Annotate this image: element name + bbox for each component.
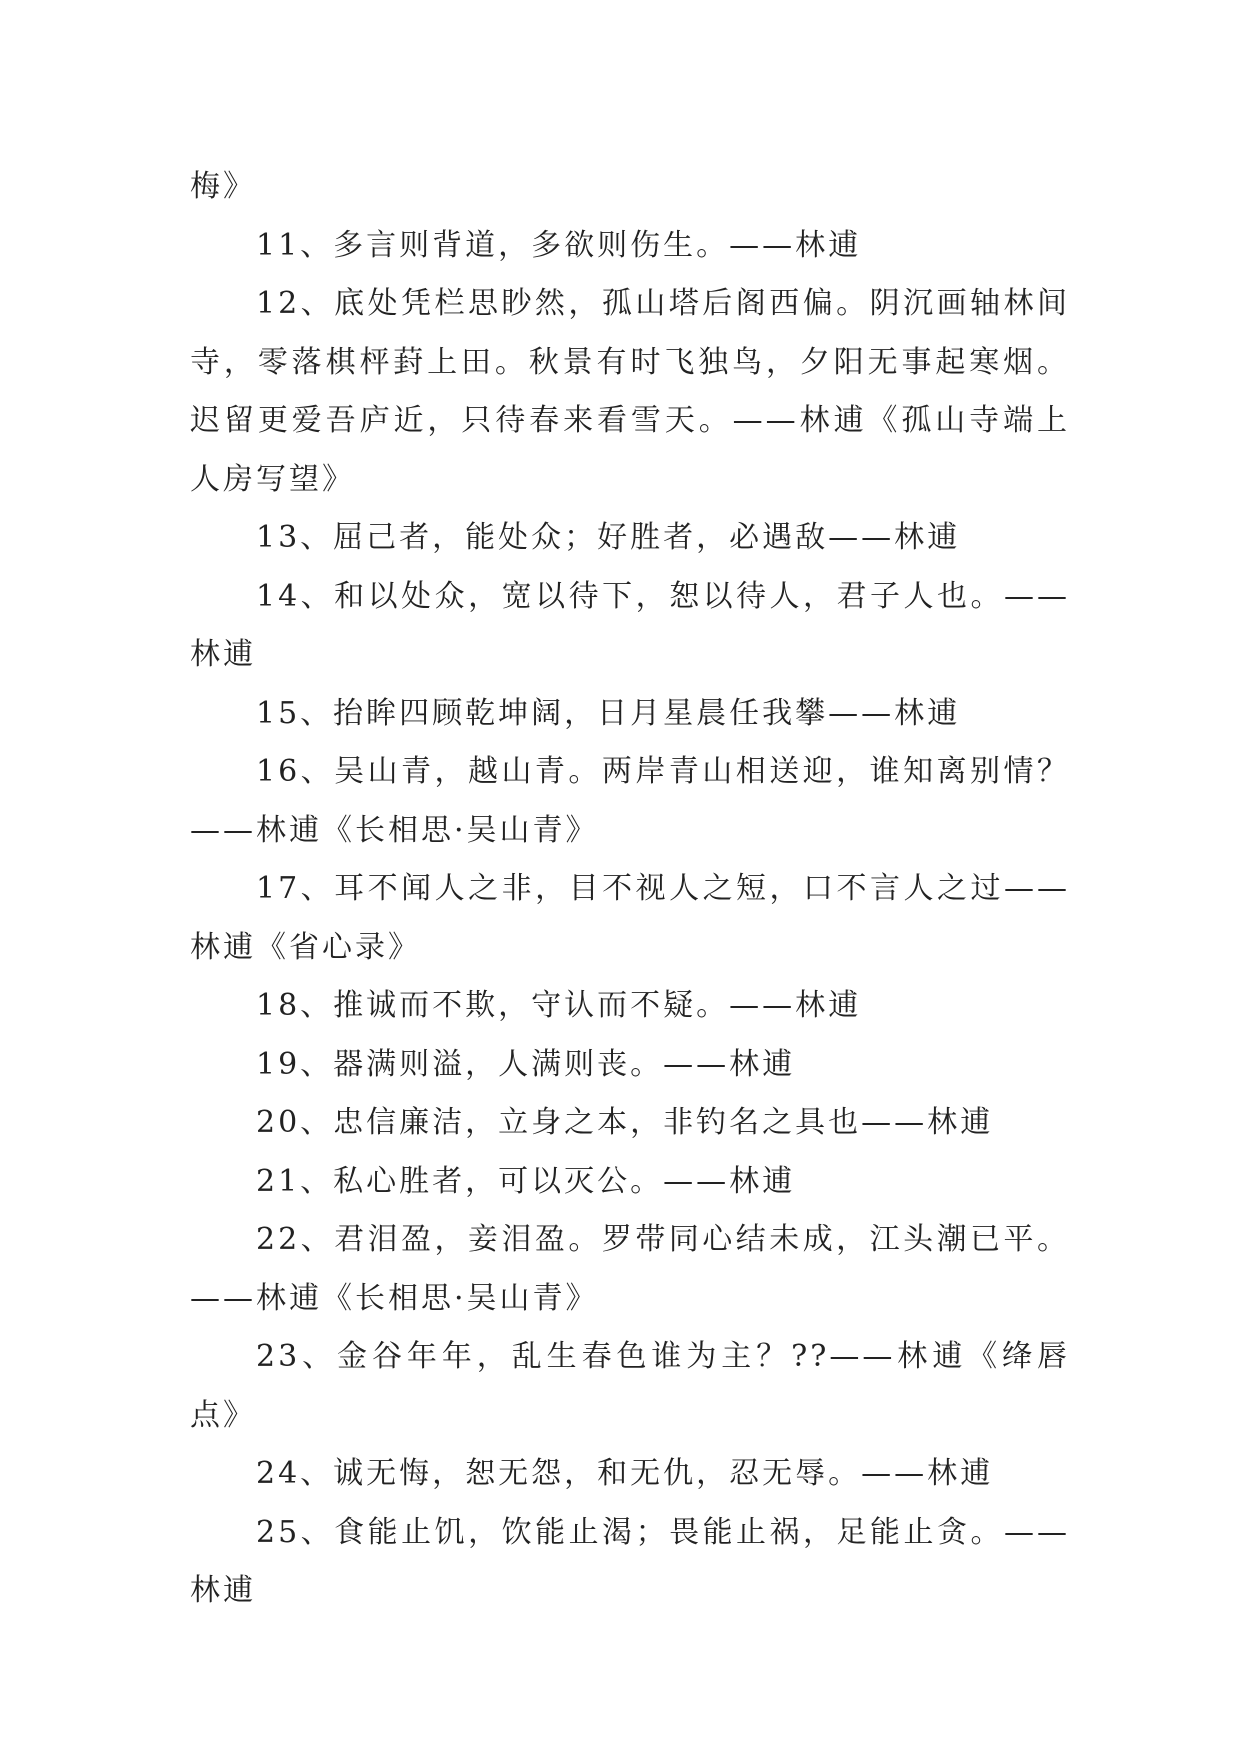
quote-item-23: 23、金谷年年，乱生春色谁为主？??——林逋《绛唇点》	[190, 1339, 1070, 1433]
quote-item-21: 21、私心胜者，可以灭公。——林逋	[256, 1163, 796, 1199]
quote-item-20: 20、忠信廉洁，立身之本，非钓名之具也——林逋	[256, 1105, 994, 1140]
quote-item-14: 14、和以处众，宽以待下，恕以待人，君子人也。——林逋	[190, 578, 1070, 672]
quote-item-16: 16、吴山青，越山青。两岸青山相送迎，谁知离别情？——林逋《长相思·吴山青》	[190, 754, 1070, 848]
quote-item-22: 22、君泪盈，妾泪盈。罗带同心结未成，江头潮已平。——林逋《长相思·吴山青》	[190, 1222, 1070, 1316]
paragraph-continuation: 梅》	[190, 169, 256, 204]
quote-item-15: 15、抬眸四顾乾坤阔，日月星晨任我攀——林逋	[256, 695, 961, 731]
quote-item-11: 11、多言则背道，多欲则伤生。——林逋	[256, 227, 862, 263]
quote-item-13: 13、屈己者，能处众；好胜者，必遇敌——林逋	[256, 520, 961, 555]
document-body	[190, 158, 1070, 1621]
quote-item-17: 17、耳不闻人之非，目不视人之短，口不言人之过——林逋《省心录》	[190, 871, 1070, 965]
quote-item-12: 12、底处凭栏思眇然，孤山塔后阁西偏。阴沉画轴林间寺，零落棋枰葑上田。秋景有时飞独鸟，夕阳无事起寒烟。迟留更爱吾庐近，只待春来看雪天。——林逋《孤山寺端上人房写望》	[190, 286, 1070, 497]
quote-item-24: 24、诚无悔，恕无怨，和无仇，忍无辱。——林逋	[256, 1456, 994, 1491]
quote-item-19: 19、器满则溢，人满则丧。——林逋	[256, 1046, 796, 1082]
quote-item-18: 18、推诚而不欺，守认而不疑。——林逋	[256, 988, 862, 1023]
quote-item-25: 25、食能止饥，饮能止渴；畏能止祸，足能止贪。——林逋	[190, 1514, 1070, 1608]
